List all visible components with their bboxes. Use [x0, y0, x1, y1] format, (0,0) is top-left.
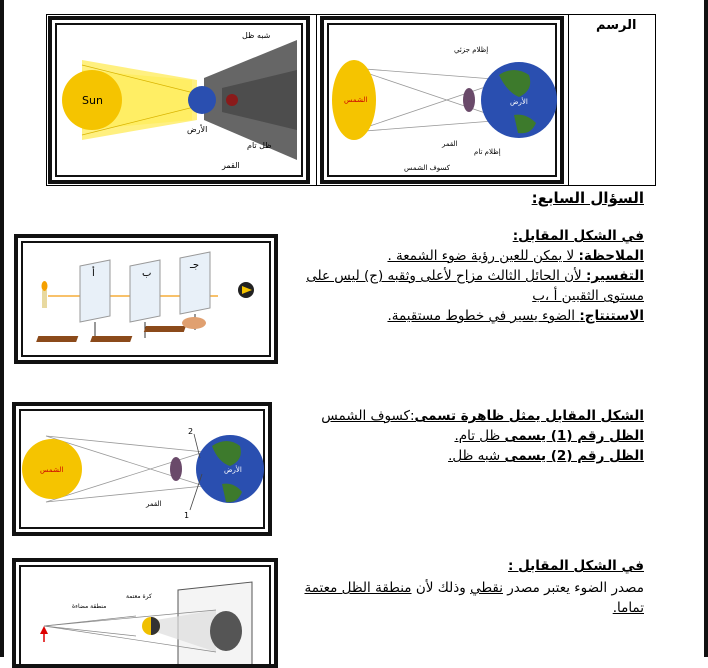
- observation-text: لا يمكن للعين رؤية ضوء الشمعة .: [387, 248, 579, 264]
- hole-a-label: أ: [92, 268, 95, 279]
- eclipse-shadow-diagram: [52, 20, 306, 180]
- s3-text-d: منطقة الظل معتمة: [304, 580, 412, 596]
- moon-shape: [170, 457, 182, 481]
- lit-region-label: منطقة مضاءة: [72, 603, 107, 610]
- moon-shape: [463, 88, 475, 112]
- explanation-text: لأن الحائل الثالث مزاح لأعلى وثقبه (ج) ليس على: [306, 268, 587, 284]
- explanation-line: [306, 266, 644, 286]
- conclusion-line: [387, 306, 644, 326]
- figure-point-source: [12, 558, 278, 668]
- moon-label: القمر: [146, 500, 162, 508]
- shadow1-label: الظل رقم (1) يسمى: [504, 428, 644, 444]
- shadow1-line: [454, 426, 644, 446]
- section3-text-line1: [304, 578, 644, 598]
- figure-eclipse-numbered: [12, 402, 272, 536]
- explanation-label: التفسير:: [586, 268, 644, 284]
- phenomenon-label: الشكل المقابل يمثل ظاهرة تسمى: [414, 408, 644, 424]
- phenomenon-value: :كسوف الشمس: [321, 408, 415, 424]
- table-divider: [316, 14, 317, 186]
- conclusion-label: الاستنتاج:: [579, 308, 644, 324]
- penumbra-label: شبه ظل: [242, 31, 271, 40]
- sun-label: الشمس: [40, 466, 64, 474]
- page-border-left: [0, 0, 4, 657]
- point-source-diagram: [16, 562, 274, 664]
- moon-label: القمر: [442, 140, 458, 148]
- observation-label: الملاحظة:: [578, 248, 644, 264]
- shadow-ellipse: [210, 611, 242, 651]
- candle-screens-diagram: [18, 238, 274, 360]
- section3-text-line2: تماما.: [612, 600, 644, 616]
- hole-c-label: جـ: [190, 260, 200, 271]
- earth-label: الأرض: [224, 466, 242, 474]
- total-label: إظلام تام: [474, 148, 501, 156]
- figure-eclipse-shadow: [48, 16, 310, 184]
- question-title: السؤال السابع:: [531, 189, 644, 207]
- shadow1-value: ظل تام.: [454, 428, 505, 444]
- sun-label: الشمس: [344, 96, 368, 104]
- explanation-line2: مستوى الثقبين أ ،ب: [532, 288, 644, 304]
- s3-text-a: مصدر الضوء يعتبر مصدر: [502, 580, 644, 596]
- caption-label: كسوف الشمس: [404, 164, 450, 172]
- earth-label: الأرض: [510, 98, 528, 106]
- shadow2-line: [448, 446, 644, 466]
- s3-text-c: وذلك لأن: [411, 580, 471, 596]
- ball-label: كرة معتمة: [126, 593, 152, 600]
- section1-heading: في الشكل المقابل:: [512, 228, 644, 244]
- section3-heading: في الشكل المقابل :: [508, 558, 644, 574]
- figure-candle-screens: [14, 234, 278, 364]
- umbra-label: ظل تام: [247, 141, 272, 150]
- partial-label: إظلام جزئي: [454, 46, 489, 54]
- table-cell-label: الرسم: [596, 18, 637, 33]
- observation-line: [387, 246, 644, 266]
- shadow2-label: الظل رقم (2) يسمى: [504, 448, 644, 464]
- hole-b-label: ب: [142, 268, 152, 279]
- shadow-number-1: 1: [184, 511, 190, 520]
- moon-label: القمر: [222, 161, 240, 170]
- table-divider: [568, 14, 569, 186]
- earth-label: الأرض: [187, 125, 208, 134]
- earth-circle: [188, 86, 216, 114]
- moon-circle: [226, 94, 238, 106]
- s3-text-b: نقطي: [470, 580, 503, 596]
- shadow-number-2: 2: [188, 427, 194, 436]
- conclusion-text: الضوء يسير في خطوط مستقيمة.: [387, 308, 580, 324]
- figure-solar-eclipse: [320, 16, 564, 184]
- page-border-right: [704, 0, 708, 657]
- eclipse-numbered-diagram: [16, 406, 268, 532]
- sun-label: Sun: [82, 94, 103, 107]
- shadow2-value: شبه ظل.: [448, 448, 505, 464]
- solar-eclipse-diagram: [324, 20, 560, 180]
- phenomenon-line: [321, 406, 644, 426]
